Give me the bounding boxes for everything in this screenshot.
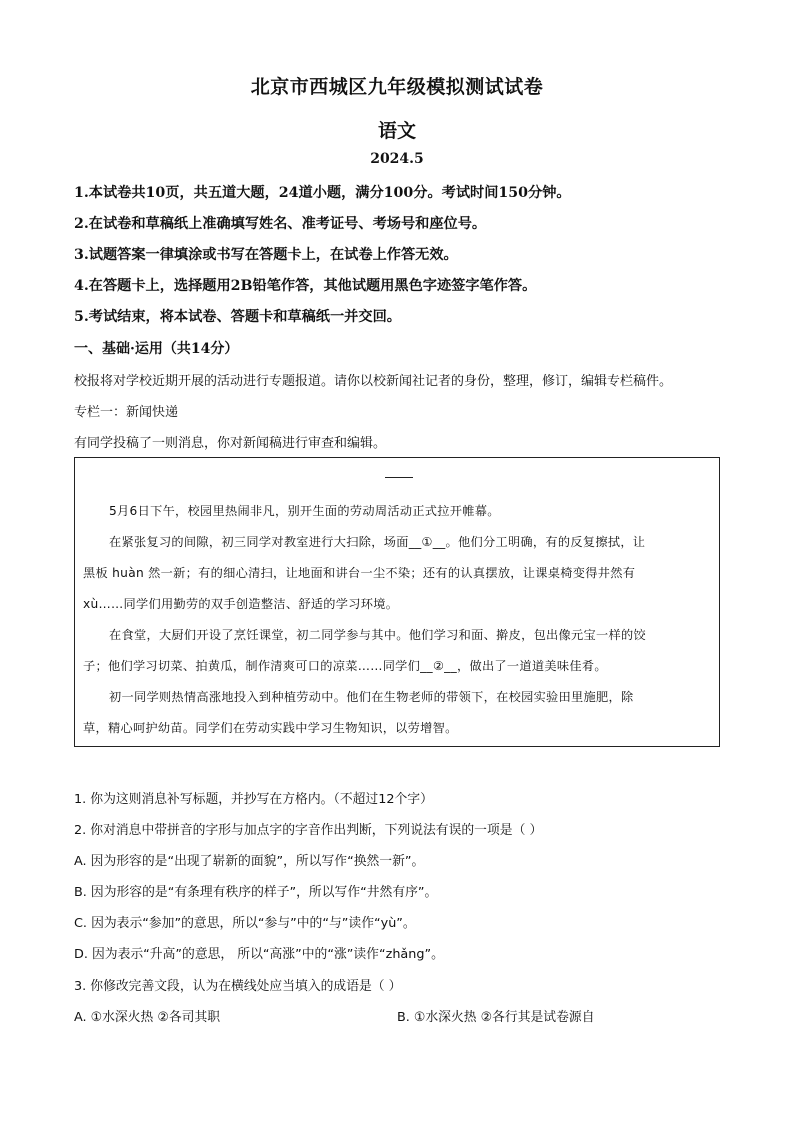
question-2: 2. 你对消息中带拼音的字形与加点字的字音作出判断，下列说法有误的一项是（ ） [74,823,543,838]
instruction-4: 4.在答题卡上，选择题用2B铅笔作答，其他试题用黑色字迹签字笔作答。 [74,278,537,294]
q2-option-a: A. 因为形容的是“出现了崭新的面貌”，所以写作“换然一新”。 [74,854,425,869]
news-line-8: 草，精心呵护幼苗。同学们在劳动实践中学习生物知识，以劳增智。 [83,721,458,735]
section-heading: 一、基础·运用（共14分） [74,341,239,357]
news-line-1: 5月6日下午，校园里热闹非凡，别开生面的劳动周活动正式拉开帷幕。 [109,504,500,518]
q2-option-b: B. 因为形容的是“有条理有秩序的样子”，所以写作“井然有序”。 [74,885,438,900]
instruction-2: 2.在试卷和草稿纸上准确填写姓名、准考证号、考场号和座位号。 [74,216,487,232]
question-1: 1. 你为这则消息补写标题，并抄写在方格内。（不超过12个字） [74,792,433,807]
news-line-7: 初一同学则热情高涨地投入到种植劳动中。他们在生物老师的带领下，在校园实验田里施肥，除 [109,690,634,704]
task-text: 有同学投稿了一则消息，你对新闻稿进行审查和编辑。 [74,436,387,451]
q3-option-b: B. ①水深火热 ②各行其是试卷源自 [397,1010,595,1025]
section-intro: 校报将对学校近期开展的活动进行专题报道。请你以校新闻社记者的身份，整理，修订，编辑专栏稿件。 [74,374,673,389]
news-line-3: 黑板 huàn 然一新；有的细心清扫，让地面和讲台一尘不染；还有的认真摆放，让课桌椅变得井然有 [83,566,636,580]
column-label: 专栏一：新闻快递 [74,405,179,420]
q2-option-d: D. 因为表示“升高”的意思， 所以“高涨”中的“涨”读作“zhǎng”。 [74,947,444,962]
news-line-6: 子；他们学习切菜、拍黄瓜，制作清爽可口的凉菜……同学们__②__，做出了一道道美味佳肴。 [83,659,607,673]
instruction-3: 3.试题答案一律填涂或书写在答题卡上，在试卷上作答无效。 [74,247,458,263]
exam-title: 北京市西城区九年级模拟测试试卷 [250,76,544,98]
instruction-1: 1.本试卷共10页，共五道大题，24道小题，满分100分。考试时间150分钟。 [74,185,571,201]
title-blank [385,477,413,478]
exam-date: 2024.5 [370,151,424,167]
news-line-4: xù……同学们用勤劳的双手创造整洁、舒适的学习环境。 [83,597,399,611]
q2-option-c: C. 因为表示“参加”的意思，所以“参与”中的“与”读作“yù”。 [74,916,416,931]
news-line-5: 在食堂，大厨们开设了烹饪课堂，初二同学参与其中。他们学习和面、擀皮，包出像元宝一样的饺 [109,628,646,642]
subject-title: 语文 [377,120,416,142]
instruction-5: 5.考试结束，将本试卷、答题卡和草稿纸一并交回。 [74,309,401,325]
q3-option-a: A. ①水深火热 ②各司其职 [74,1010,221,1025]
news-line-2: 在紧张复习的间隙，初三同学对教室进行大扫除，场面__①__。他们分工明确，有的反复擦拭，让 [109,535,646,549]
news-box [74,457,720,747]
question-3: 3. 你修改完善文段，认为在横线处应当填入的成语是（ ） [74,979,402,994]
